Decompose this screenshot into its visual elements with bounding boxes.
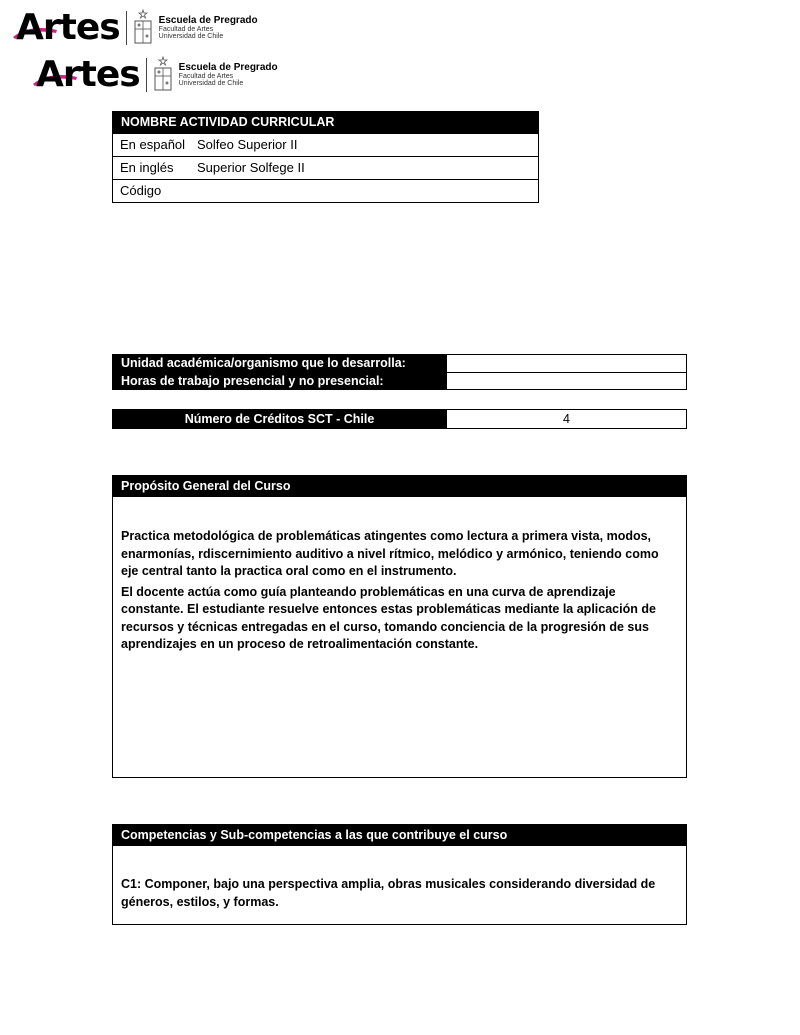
- purpose-paragraph-2: El docente actúa como guía planteando problemáticas en una curva de aprendizaje constante. El estudiante resuelve entonces estas problemáticas mediante la aplicación de recursos y técnicas entregadas en el curso, tomando conciencia de la progresión de sus aprendizajes en un proceso de retroalimentación constante.: [121, 584, 656, 651]
- unit-label: Unidad académica/organismo que lo desarrolla:: [113, 355, 446, 372]
- logo-faculty: Facultad de Artes: [158, 26, 214, 33]
- credits-row: [113, 410, 686, 428]
- activity-row-english: [113, 156, 538, 179]
- university-seal-icon: [133, 9, 153, 47]
- activity-row-code: [113, 179, 538, 202]
- competencies-section: [112, 824, 687, 925]
- artes-wordmark: Artes: [36, 57, 140, 93]
- logo-divider: [126, 11, 127, 45]
- logo-school-name: Escuela de Pregrado: [158, 15, 258, 26]
- logo-faculty: Facultad de Artes: [178, 73, 234, 80]
- competencies-header: Competencias y Sub-competencias a las que contribuye el curso: [113, 825, 686, 846]
- logo-university: Universidad de Chile: [178, 80, 244, 87]
- competency-c1: C1: Componer, bajo una perspectiva amplia, obras musicales considerando diversidad de géneros, estilos, y formas.: [121, 877, 656, 909]
- unit-value: [446, 355, 686, 372]
- competencies-body: [113, 876, 686, 911]
- purpose-section: [112, 475, 687, 778]
- purpose-body: [113, 528, 686, 654]
- activity-name-header: NOMBRE ACTIVIDAD CURRICULAR: [113, 112, 538, 133]
- row-value: Solfeo Superior II: [197, 137, 298, 152]
- hours-row: [113, 372, 686, 389]
- activity-row-spanish: [113, 133, 538, 156]
- credits-table: [112, 409, 687, 429]
- row-label: Código: [120, 183, 162, 198]
- hours-value: [446, 373, 686, 389]
- row-value: Superior Solfege II: [197, 160, 305, 175]
- purpose-header: Propósito General del Curso: [113, 476, 686, 497]
- activity-name-table: [112, 111, 539, 203]
- credits-label: Número de Créditos SCT - Chile: [113, 410, 446, 428]
- row-label: En español: [120, 137, 186, 152]
- logo-school-name: Escuela de Pregrado: [178, 62, 278, 73]
- credits-value: 4: [446, 410, 686, 428]
- row-label: En inglés: [120, 160, 174, 175]
- purpose-paragraph-1: Practica metodológica de problemáticas atingentes como lectura a primera vista, modos, enarmonías, rdiscernimiento auditivo a nivel rítmico, melódico y armónico, teniendo como eje central tanto la practica oral como en el instrumento.: [121, 529, 659, 578]
- artes-wordmark: Artes: [16, 10, 120, 46]
- unit-row: [113, 355, 686, 372]
- artes-logo-2: [36, 56, 278, 94]
- unit-hours-table: [112, 354, 687, 390]
- artes-logo-1: [16, 9, 258, 47]
- logo-divider: [146, 58, 147, 92]
- logo-university: Universidad de Chile: [158, 33, 224, 40]
- hours-label: Horas de trabajo presencial y no presencial:: [113, 373, 446, 389]
- university-seal-icon: [153, 56, 173, 94]
